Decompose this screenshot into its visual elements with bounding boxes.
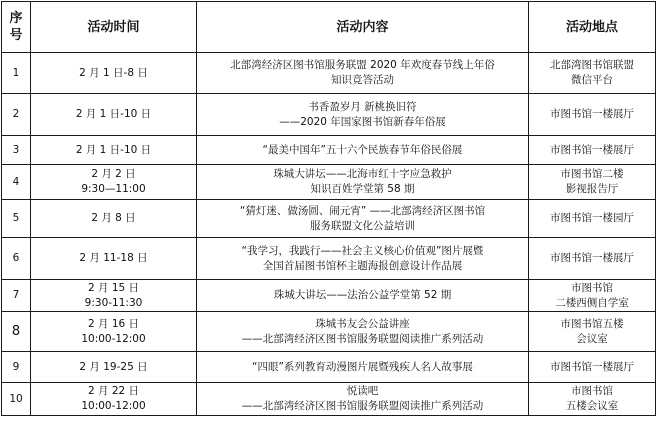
row-time <box>31 280 197 312</box>
content-line: ——北部湾经济区图书馆服务联盟阅读推广系列活动 <box>241 332 484 345</box>
header-no-line: 序 <box>9 11 23 26</box>
header-time: 活动时间 <box>31 2 197 53</box>
place-line: 北部湾图书馆联盟 <box>550 59 634 71</box>
row-content <box>197 165 529 200</box>
row-number: 8 <box>2 312 31 352</box>
row-place <box>529 383 656 416</box>
time-line: 2 月 11-18 日 <box>79 252 148 264</box>
content-line: ——2020 年国家图书馆新春年俗展 <box>279 115 446 128</box>
row-content <box>197 136 529 165</box>
time-line: 10:00-12:00 <box>81 400 146 412</box>
place-line: 会议室 <box>576 332 608 345</box>
time-line: 2 月 19-25 日 <box>79 360 148 373</box>
place-line: 市图书馆一楼展厅 <box>550 360 634 373</box>
table-row <box>2 53 656 94</box>
row-time <box>31 238 197 280</box>
table-row <box>2 165 656 200</box>
row-number: 5 <box>2 200 31 238</box>
row-place <box>529 280 656 312</box>
content-line: 珠城大讲坛——法治公益学堂第 52 期 <box>273 289 452 301</box>
row-time <box>31 165 197 200</box>
row-place <box>529 53 656 94</box>
content-line: 珠城书友会公益讲座 <box>315 317 410 330</box>
place-line: 市图书馆 <box>571 385 613 397</box>
place-line: 市图书馆 <box>571 281 613 294</box>
time-line: 2 月 16 日 <box>87 317 140 330</box>
table-row <box>2 200 656 238</box>
content-line: 知识竞答活动 <box>331 74 394 86</box>
row-content <box>197 238 529 280</box>
row-content <box>197 352 529 383</box>
place-line: 影视报告厅 <box>565 183 619 195</box>
row-number: 6 <box>2 238 31 280</box>
header-row <box>2 2 656 53</box>
content-line: “我学习，我践行——社会主义核心价值观”图片展暨 <box>241 244 484 257</box>
table-row <box>2 94 656 136</box>
row-content <box>197 94 529 136</box>
row-place <box>529 312 656 352</box>
table-row <box>2 383 656 416</box>
time-line: 2 月 1 日-10 日 <box>75 143 152 156</box>
content-line: “四眼”系列教育动漫图片展暨残疾人名人故事展 <box>252 360 473 373</box>
row-number: 9 <box>2 352 31 383</box>
table-row <box>2 312 656 352</box>
row-content <box>197 383 529 416</box>
content-line: “猜灯迷、做汤圆、闹元宵” ——北部湾经济区图书馆 <box>239 204 486 217</box>
time-line: 2 月 22 日 <box>87 385 140 397</box>
header-content: 活动内容 <box>197 2 529 53</box>
table-row <box>2 352 656 383</box>
row-place <box>529 352 656 383</box>
place-line: 市图书馆一楼园厅 <box>550 212 634 224</box>
time-line: 9:30—11:00 <box>81 183 146 195</box>
content-line: 北部湾经济区图书馆服务联盟 2020 年欢度春节线上年俗 <box>230 59 495 71</box>
time-line: 2 月 1 日-8 日 <box>79 66 148 79</box>
row-place <box>529 238 656 280</box>
row-time <box>31 94 197 136</box>
content-line: 珠城大讲坛——北海市红十字应急救护 <box>273 168 452 180</box>
row-content <box>197 200 529 238</box>
content-line: 悦读吧 <box>346 385 379 397</box>
place-line: 微信平台 <box>571 74 613 86</box>
place-line: 市图书馆五楼 <box>560 317 624 330</box>
row-place <box>529 200 656 238</box>
time-line: 9:30-11:30 <box>84 296 143 309</box>
row-content <box>197 280 529 312</box>
time-line: 2 月 2 日 <box>91 168 136 180</box>
row-place <box>529 165 656 200</box>
table-row <box>2 280 656 312</box>
time-line: 10:00-12:00 <box>81 332 146 345</box>
row-place <box>529 136 656 165</box>
place-line: 五楼会议室 <box>565 400 619 412</box>
header-no-line: 号 <box>9 28 23 43</box>
row-content <box>197 312 529 352</box>
place-line: 市图书馆一楼展厅 <box>550 252 634 264</box>
activity-schedule-table <box>1 1 656 416</box>
row-content <box>197 53 529 94</box>
place-line: 二楼西侧自学室 <box>555 296 629 309</box>
place-line: 市图书馆二楼 <box>560 168 624 180</box>
place-line: 市图书馆一楼展厅 <box>550 143 634 156</box>
content-line: 书香盈岁月 新桃换旧符 <box>308 100 417 113</box>
time-line: 2 月 15 日 <box>87 281 140 294</box>
content-line: “最美中国年”五十六个民族春节年俗民俗展 <box>262 143 463 156</box>
content-line: 服务联盟文化公益培训 <box>310 219 415 232</box>
content-line: ——北部湾经济区图书馆服务联盟阅读推广系列活动 <box>241 400 484 412</box>
row-time <box>31 200 197 238</box>
row-number: 10 <box>2 383 31 416</box>
header-no <box>2 2 31 53</box>
row-number: 7 <box>2 280 31 312</box>
row-place <box>529 94 656 136</box>
row-time <box>31 312 197 352</box>
time-line: 2 月 1 日-10 日 <box>75 108 152 120</box>
row-time <box>31 383 197 416</box>
row-number: 2 <box>2 94 31 136</box>
table-row <box>2 136 656 165</box>
row-number: 4 <box>2 165 31 200</box>
place-line: 市图书馆一楼展厅 <box>550 108 634 120</box>
content-line: 知识百姓学堂第 58 期 <box>310 183 415 195</box>
row-number: 1 <box>2 53 31 94</box>
table-row <box>2 238 656 280</box>
row-time <box>31 136 197 165</box>
row-time <box>31 53 197 94</box>
header-place: 活动地点 <box>529 2 656 53</box>
time-line: 2 月 8 日 <box>91 212 136 224</box>
row-number: 3 <box>2 136 31 165</box>
content-line: 全国首届图书馆杯主题海报创意设计作品展 <box>262 259 463 272</box>
row-time <box>31 352 197 383</box>
